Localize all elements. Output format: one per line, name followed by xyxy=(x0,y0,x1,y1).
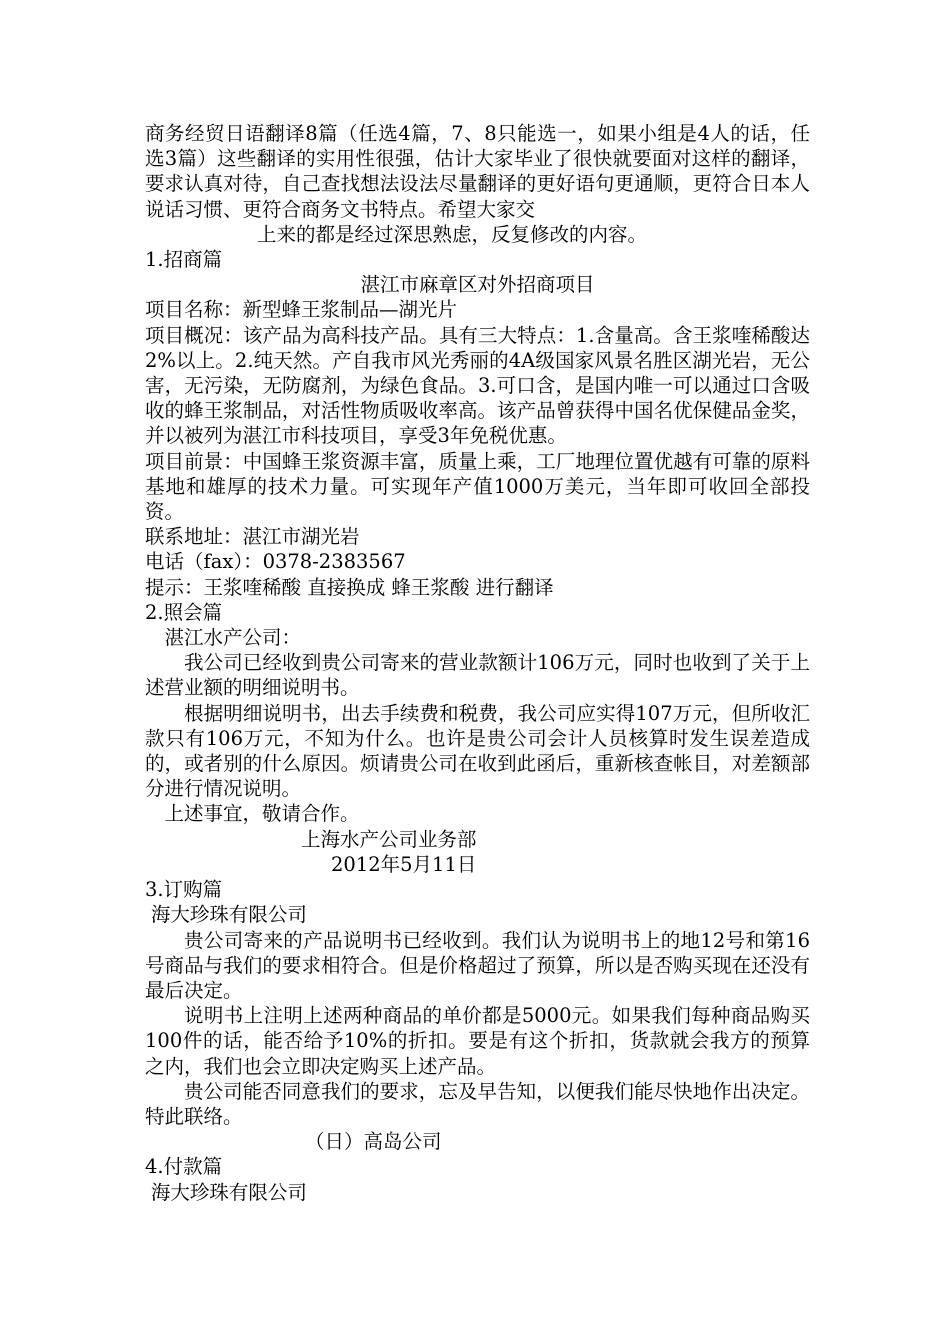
section3-paragraph-2: 说明书上注明上述两种商品的单价都是5000元。如果我们每种商品购买100件的话，能否给予10%的折扣。要是有这个折扣，货款就会我方的预算之内，我们也会立即决定购买上述产品。 xyxy=(145,1004,810,1078)
project-prospect: 项目前景：中国蜂王浆资源丰富，质量上乘，工厂地理位置优越有可靠的原料基地和雄厚的技术力量。可实现年产值1000万美元，当年即可收回全部投资。 xyxy=(145,449,810,524)
section2-paragraph-2: 根据明细说明书，出去手续费和税费，我公司应实得107万元，但所收汇款只有106万元，不知为什么。也许是贵公司会计人员核算时发生误差造成的，或者别的什么原因。烦请贵公司在收到此函后，重新核查帐目，对差额部分进行情况说明。 xyxy=(145,701,810,801)
contact-address: 联系地址：湛江市湖光岩 xyxy=(145,525,360,549)
project-name: 项目名称：新型蜂王浆制品—湖光片 xyxy=(145,298,458,322)
section2-paragraph-1: 我公司已经收到贵公司寄来的营业款额计106万元，同时也收到了关于上述营业额的明细说明书。 xyxy=(145,651,810,700)
intro-paragraph: 商务经贸日语翻译8篇（任选4篇，7、8只能选一，如果小组是4人的话，任选3篇）这些翻译的实用性很强，估计大家毕业了很快就要面对这样的翻译，要求认真对待，自己查找想法设法尽量翻译的更好语句更通顺，更符合日本人说话习惯、更符合商务文书特点。希望大家交 xyxy=(145,122,810,221)
project-overview: 项目概况：该产品为高科技产品。具有三大特点：1.含量高。含王浆喹稀酸达2%以上。2.纯天然。产自我市风光秀丽的4A级国家风景名胜区湖光岩，无公害，无污染，无防腐剂，为绿色食品。3.可口含，是国内唯一可以通过口含吸收的蜂王浆制品，对活性物质吸收率高。该产品曾获得中国名优保健品金奖，并以被列为湛江市科技项目，享受3年免税优惠。 xyxy=(145,323,810,448)
section4-salutation: 海大珍珠有限公司 xyxy=(150,1180,307,1204)
section3-heading: 3.订购篇 xyxy=(145,878,223,902)
section2-heading: 2.照会篇 xyxy=(145,600,223,624)
section3-paragraph-3: 贵公司能否同意我们的要求，忘及早告知，以便我们能尽快地作出决定。特此联络。 xyxy=(145,1079,810,1128)
intro-last-line: 上来的都是经过深思熟虑，反复修改的内容。 xyxy=(257,222,648,246)
section1-heading: 1.招商篇 xyxy=(145,248,223,272)
translation-hint: 提示：王浆喹稀酸 直接换成 蜂王浆酸 进行翻译 xyxy=(145,575,554,599)
section2-date: 2012年5月11日 xyxy=(331,852,477,876)
section4-heading: 4.付款篇 xyxy=(145,1155,223,1179)
section1-title: 湛江市麻章区对外招商项目 xyxy=(360,273,595,297)
section3-salutation: 海大珍珠有限公司 xyxy=(150,903,307,927)
section2-signature: 上海水产公司业务部 xyxy=(301,827,477,851)
contact-phone: 电话（fax）：0378-2383567 xyxy=(145,550,406,574)
document-page xyxy=(145,121,810,1205)
section2-paragraph-3: 上述事宜，敬请合作。 xyxy=(164,802,360,826)
section2-salutation: 湛江水产公司： xyxy=(164,626,302,650)
section3-paragraph-1: 贵公司寄来的产品说明书已经收到。我们认为说明书上的地12号和第16号商品与我们的要求相符合。但是价格超过了预算，所以是否购买现在还没有最后决定。 xyxy=(145,928,810,1002)
section3-signature: （日）高岛公司 xyxy=(305,1130,442,1154)
